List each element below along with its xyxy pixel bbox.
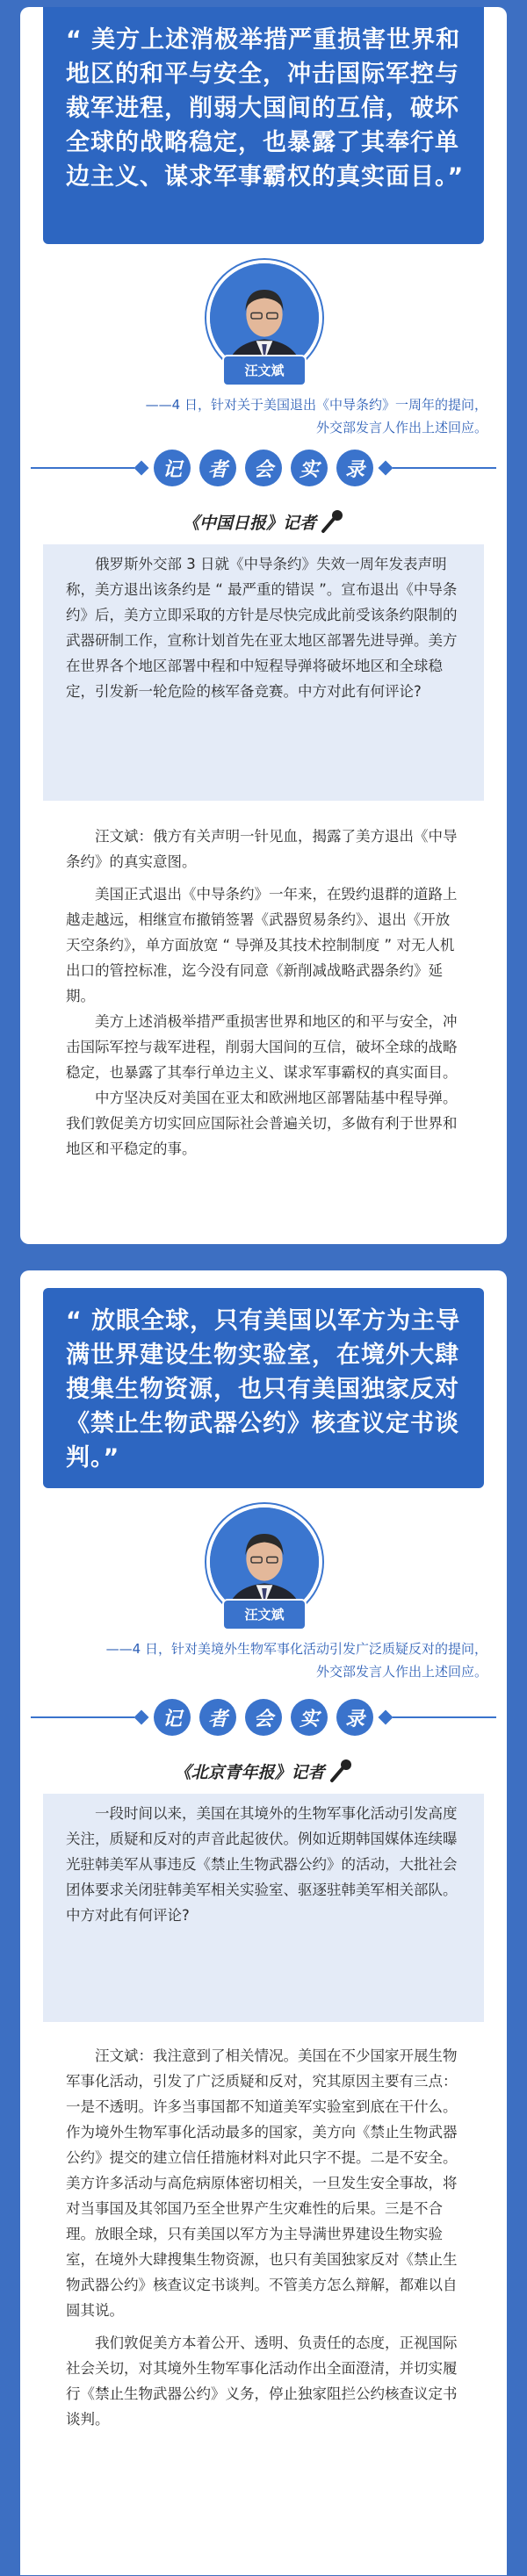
diamond-ornament — [134, 461, 149, 476]
section-title-chars — [154, 1695, 373, 1739]
article-card-1 — [20, 7, 507, 1244]
section-title-char: 实 — [291, 1699, 328, 1736]
answer-paragraph: 中方坚决反对美国在亚太和欧洲地区部署陆基中程导弹。我们敦促美方切实回应国际社会普遍关切，多做有利于世界和地区和平稳定的事。 — [66, 1090, 458, 1157]
section-title-char: 记 — [154, 450, 191, 486]
section-title-chars — [154, 446, 373, 490]
answer-paragraph: 汪文斌：我注意到了相关情况。美国在不少国家开展生物军事化活动，引发了广泛质疑和反对，究其原因主要有三点：一是不透明。许多当事国都不知道美军实验室到底在干什么。作为境外生物军事化活动最多的国家，美方向《禁止生物武器公约》提交的建立信任措施材料对此只字不提。二是不安全。美方许多活动与高危病原体密切相关，一旦发生安全事故，将对当事国及其邻国乃至全世界产生灾难性的后果。三是不合理。放眼全球，只有美国以军方为主导满世界建设生物实验室，在境外大肆搜集生物资源，也只有美国独家反对《禁止生物武器公约》核查议定书谈判。不管美方怎么辩解，都难以自圆其说。 — [66, 2047, 458, 2319]
microphone-icon — [320, 508, 344, 535]
divider-line — [31, 467, 134, 469]
question-box — [43, 544, 484, 801]
section-title-banner — [20, 1695, 507, 1739]
question-box — [43, 1794, 484, 2022]
answer-paragraph: 我们敦促美方本着公开、透明、负责任的态度，正视国际社会关切，对其境外生物军事化活动作出全面澄清，并切实履行《禁止生物武器公约》义务，停止独家阻拦公约核查议定书谈判。 — [66, 2335, 458, 2428]
diamond-ornament — [379, 461, 393, 476]
answer-box — [43, 2036, 484, 2563]
answer-paragraph: 美方上述消极举措严重损害世界和地区的和平与安全，冲击国际军控与裁军进程，削弱大国间的互信，破坏全球的战略稳定，也暴露了其奉行单边主义、谋求军事霸权的真实面目。 — [66, 1013, 458, 1081]
reporter-name: 《中国日报》记者 — [182, 513, 316, 533]
microphone-icon — [328, 1758, 353, 1784]
divider-line — [31, 1716, 134, 1718]
section-title-char: 记 — [154, 1699, 191, 1736]
caption-line-1: ——4 日，针对关于美国退出《中导条约》一周年的提问， — [145, 397, 487, 413]
article-card-2 — [20, 1270, 507, 2575]
reporter-label — [20, 506, 507, 537]
answer-box — [43, 817, 484, 1229]
answer-paragraph: 汪文斌：俄方有关声明一针见血，揭露了美方退出《中导条约》的真实意图。 — [66, 828, 458, 870]
spokesperson-name-tag: 汪文斌 — [224, 1601, 305, 1629]
pull-quote — [43, 1288, 484, 1488]
reporter-name: 《北京青年报》记者 — [174, 1762, 325, 1782]
section-title-char: 录 — [336, 450, 373, 486]
section-title-banner — [20, 446, 507, 490]
caption-line-1: ——4 日，针对美境外生物军事化活动引发广泛质疑反对的提问， — [105, 1641, 487, 1657]
reporter-label — [20, 1755, 507, 1787]
spokesperson-name-tag: 汪文斌 — [224, 356, 305, 385]
diamond-ornament — [379, 1710, 393, 1725]
caption-line-2: 外交部发言人作出上述回应。 — [315, 420, 487, 435]
question-text: 俄罗斯外交部 3 日就《中导条约》失效一周年发表声明称，美方退出该条约是 “ 最严重的错误 ”。宣布退出《中导条约》后，美方立即采取的方针是尽快完成此前受该条约限制的武器研制工作，宣称计划首先在亚太地区部署先进导弹。美方在世界各个地区部署中程和中短程导弹将破坏地区和全球稳定，引发新一轮危险的核军备竞赛。中方对此有何评论? — [66, 556, 458, 700]
diamond-ornament — [134, 1710, 149, 1725]
section-title-char: 者 — [199, 1699, 236, 1736]
divider-line — [393, 1716, 496, 1718]
question-text: 一段时间以来，美国在其境外的生物军事化活动引发高度关注，质疑和反对的声音此起彼伏。例如近期韩国媒体连续曝光驻韩美军从事违反《禁止生物武器公约》的活动，大批社会团体要求关闭驻韩美军相关实验室、驱逐驻韩美军相关部队。中方对此有何评论? — [66, 1805, 458, 1924]
section-title-char: 录 — [336, 1699, 373, 1736]
quote-caption — [25, 1637, 487, 1683]
section-title-char: 会 — [245, 1699, 282, 1736]
pull-quote — [43, 7, 484, 244]
pull-quote-text: “ 美方上述消极举措严重损害世界和地区的和平与安全，冲击国际军控与裁军进程，削弱大国间的互信，破坏全球的战略稳定，也暴露了其奉行单边主义、谋求军事霸权的真实面目。” — [66, 26, 465, 191]
section-title-char: 会 — [245, 450, 282, 486]
section-title-char: 者 — [199, 450, 236, 486]
caption-line-2: 外交部发言人作出上述回应。 — [315, 1664, 487, 1680]
answer-paragraph: 美国正式退出《中导条约》一年来，在毁约退群的道路上越走越远，相继宣布撤销签署《武器贸易条约》、退出《开放天空条约》，单方面放宽 “ 导弹及其技术控制制度 ” 对无人机出口的管控标准，迄今没有同意《新削减战略武器条约》延期。 — [66, 886, 458, 1004]
quote-caption — [48, 393, 487, 439]
section-title-char: 实 — [291, 450, 328, 486]
pull-quote-text: “ 放眼全球，只有美国以军方为主导满世界建设生物实验室，在境外大肆搜集生物资源，也只有美国独家反对《禁止生物武器公约》核查议定书谈判。” — [66, 1307, 461, 1471]
divider-line — [393, 467, 496, 469]
